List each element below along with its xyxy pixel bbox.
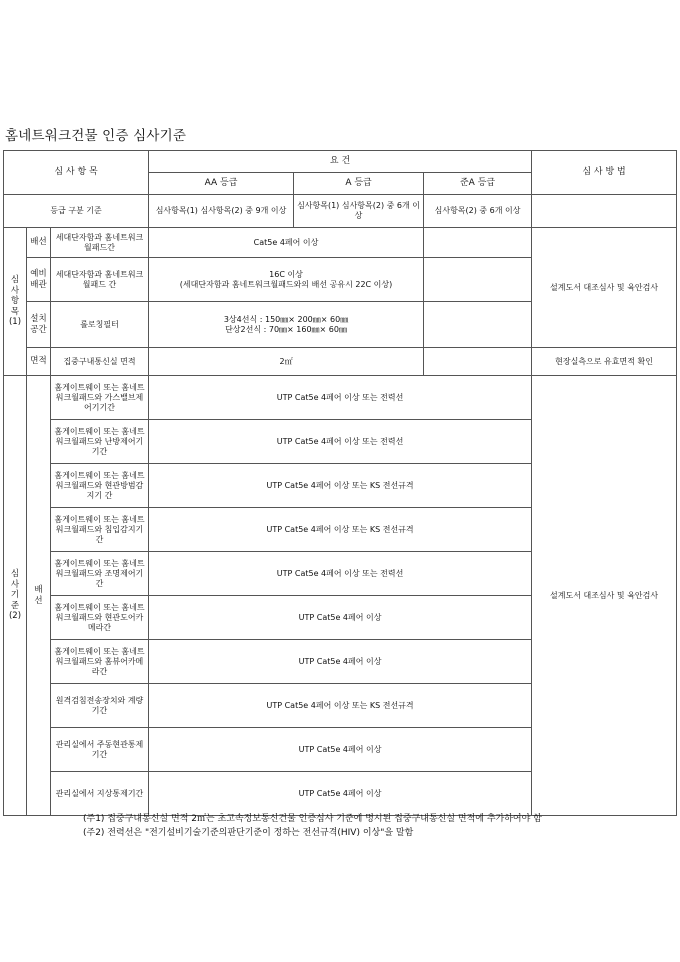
footnote: (주1) 집중구내통신실 면적 2㎡는 초고속정보통신건물 인증심사 기준에 명시된 집중구내통신실 면적에 추가하여야 함 [83,814,542,824]
section1-category: 설치공간 [27,302,51,348]
grade-criteria-aa: 심사항목(1) 심사항목(2) 중 9개 이상 [149,195,294,228]
section2-value: UTP Cat5e 4페어 이상 [149,772,532,816]
section2-item: 원격검침전송장치와 계량기간 [51,684,149,728]
section1-category: 면적 [27,348,51,376]
header-review-items: 심 사 항 목 [4,151,149,195]
section2-value: UTP Cat5e 4페어 이상 또는 전력선 [149,376,532,420]
section2-value: UTP Cat5e 4페어 이상 또는 전력선 [149,552,532,596]
grade-criteria-label: 등급 구분 기준 [4,195,149,228]
footnotes [83,812,542,840]
section1-value: 2㎡ [149,348,424,376]
section1-value-line: (세대단자함과 홈네트워크월패드와의 배선 공유시 22C 이상) [179,279,393,289]
section2-item: 관리실에서 주동현관통제기간 [51,728,149,772]
section2-value: UTP Cat5e 4페어 이상 또는 KS 전선규격 [149,508,532,552]
section2-value: UTP Cat5e 4페어 이상 또는 KS 전선규격 [149,464,532,508]
section1-item: 롤로칭필터 [51,302,149,348]
section1-junA-cell [424,228,532,258]
section1-area-method: 현장실측으로 유효면적 확인 [532,348,677,376]
section1-item: 집중구내통신실 면적 [51,348,149,376]
section2-value: UTP Cat5e 4페어 이상 또는 전력선 [149,420,532,464]
page-title: 홈네트워크건물 인증 심사기준 [5,128,187,144]
header-grade-aa: AA 등급 [149,173,294,195]
section2-item: 관리실에서 지상통제기간 [51,772,149,816]
section1-value-line: 단상2선식 : 70㎜× 160㎜× 60㎜ [225,324,347,334]
section1-junA-cell [424,348,532,376]
section1-value: Cat5e 4페어 이상 [149,228,424,258]
section2-item: 홈게이트웨이 또는 홈네트워크월패드와 침입감지기간 [51,508,149,552]
section2-item: 홈게이트웨이 또는 홈네트워크월패드와 현관도어카메라간 [51,596,149,640]
section1-item: 세대단자함과 홈네트워크 월패드 간 [51,258,149,302]
header-grade-a: A 등급 [294,173,424,195]
section1-label: 심 사 항 목 (1) [4,228,27,376]
section2-item: 홈게이트웨이 또는 홈네트워크월패드와 가스밸브제어기기간 [51,376,149,420]
header-grade-junA: 준A 등급 [424,173,532,195]
header-requirements: 요 건 [149,151,532,173]
section1-value-line: 3상4선식 : 150㎜× 200㎜× 60㎜ [223,314,349,324]
section1-value [149,258,424,302]
section1-value [149,302,424,348]
grade-criteria-method [532,195,677,228]
section2-value: UTP Cat5e 4페어 이상 [149,596,532,640]
section2-item: 홈게이트웨이 또는 홈네트워크월패드와 현관방범감지기 간 [51,464,149,508]
section1-category: 예비배관 [27,258,51,302]
section2-item: 홈게이트웨이 또는 홈네트워크월패드와 조명제어기간 [51,552,149,596]
section2-item: 홈게이트웨이 또는 홈네트워크월패드와 홈뷰어카메라간 [51,640,149,684]
section1-method: 설계도서 대조심사 및 육안검사 [532,228,677,348]
section2-value: UTP Cat5e 4페어 이상 [149,640,532,684]
section1-junA-cell [424,302,532,348]
section1-junA-cell [424,258,532,302]
section1-value-line: 16C 이상 [269,269,303,279]
grade-criteria-a: 심사항목(1) 심사항목(2) 중 6개 이상 [294,195,424,228]
section2-category: 배 선 [27,376,51,816]
section2-value: UTP Cat5e 4페어 이상 [149,728,532,772]
section2-label: 심 사 기 준 (2) [4,376,27,816]
certification-criteria-table [3,150,677,816]
section2-value: UTP Cat5e 4페어 이상 또는 KS 전선규격 [149,684,532,728]
section1-category: 배선 [27,228,51,258]
header-review-method: 심 사 방 법 [532,151,677,195]
section2-item: 홈게이트웨이 또는 홈네트워크월패드와 난방제어기기간 [51,420,149,464]
footnote: (주2) 전력선은 "전기설비기술기준의판단기준이 정하는 전선규격(HIV) 이상"을 말함 [83,828,414,838]
section1-item: 세대단자함과 홈네트워크월패드간 [51,228,149,258]
section2-method: 설계도서 대조심사 및 육안검사 [532,376,677,816]
grade-criteria-junA: 심사항목(2) 중 6개 이상 [424,195,532,228]
